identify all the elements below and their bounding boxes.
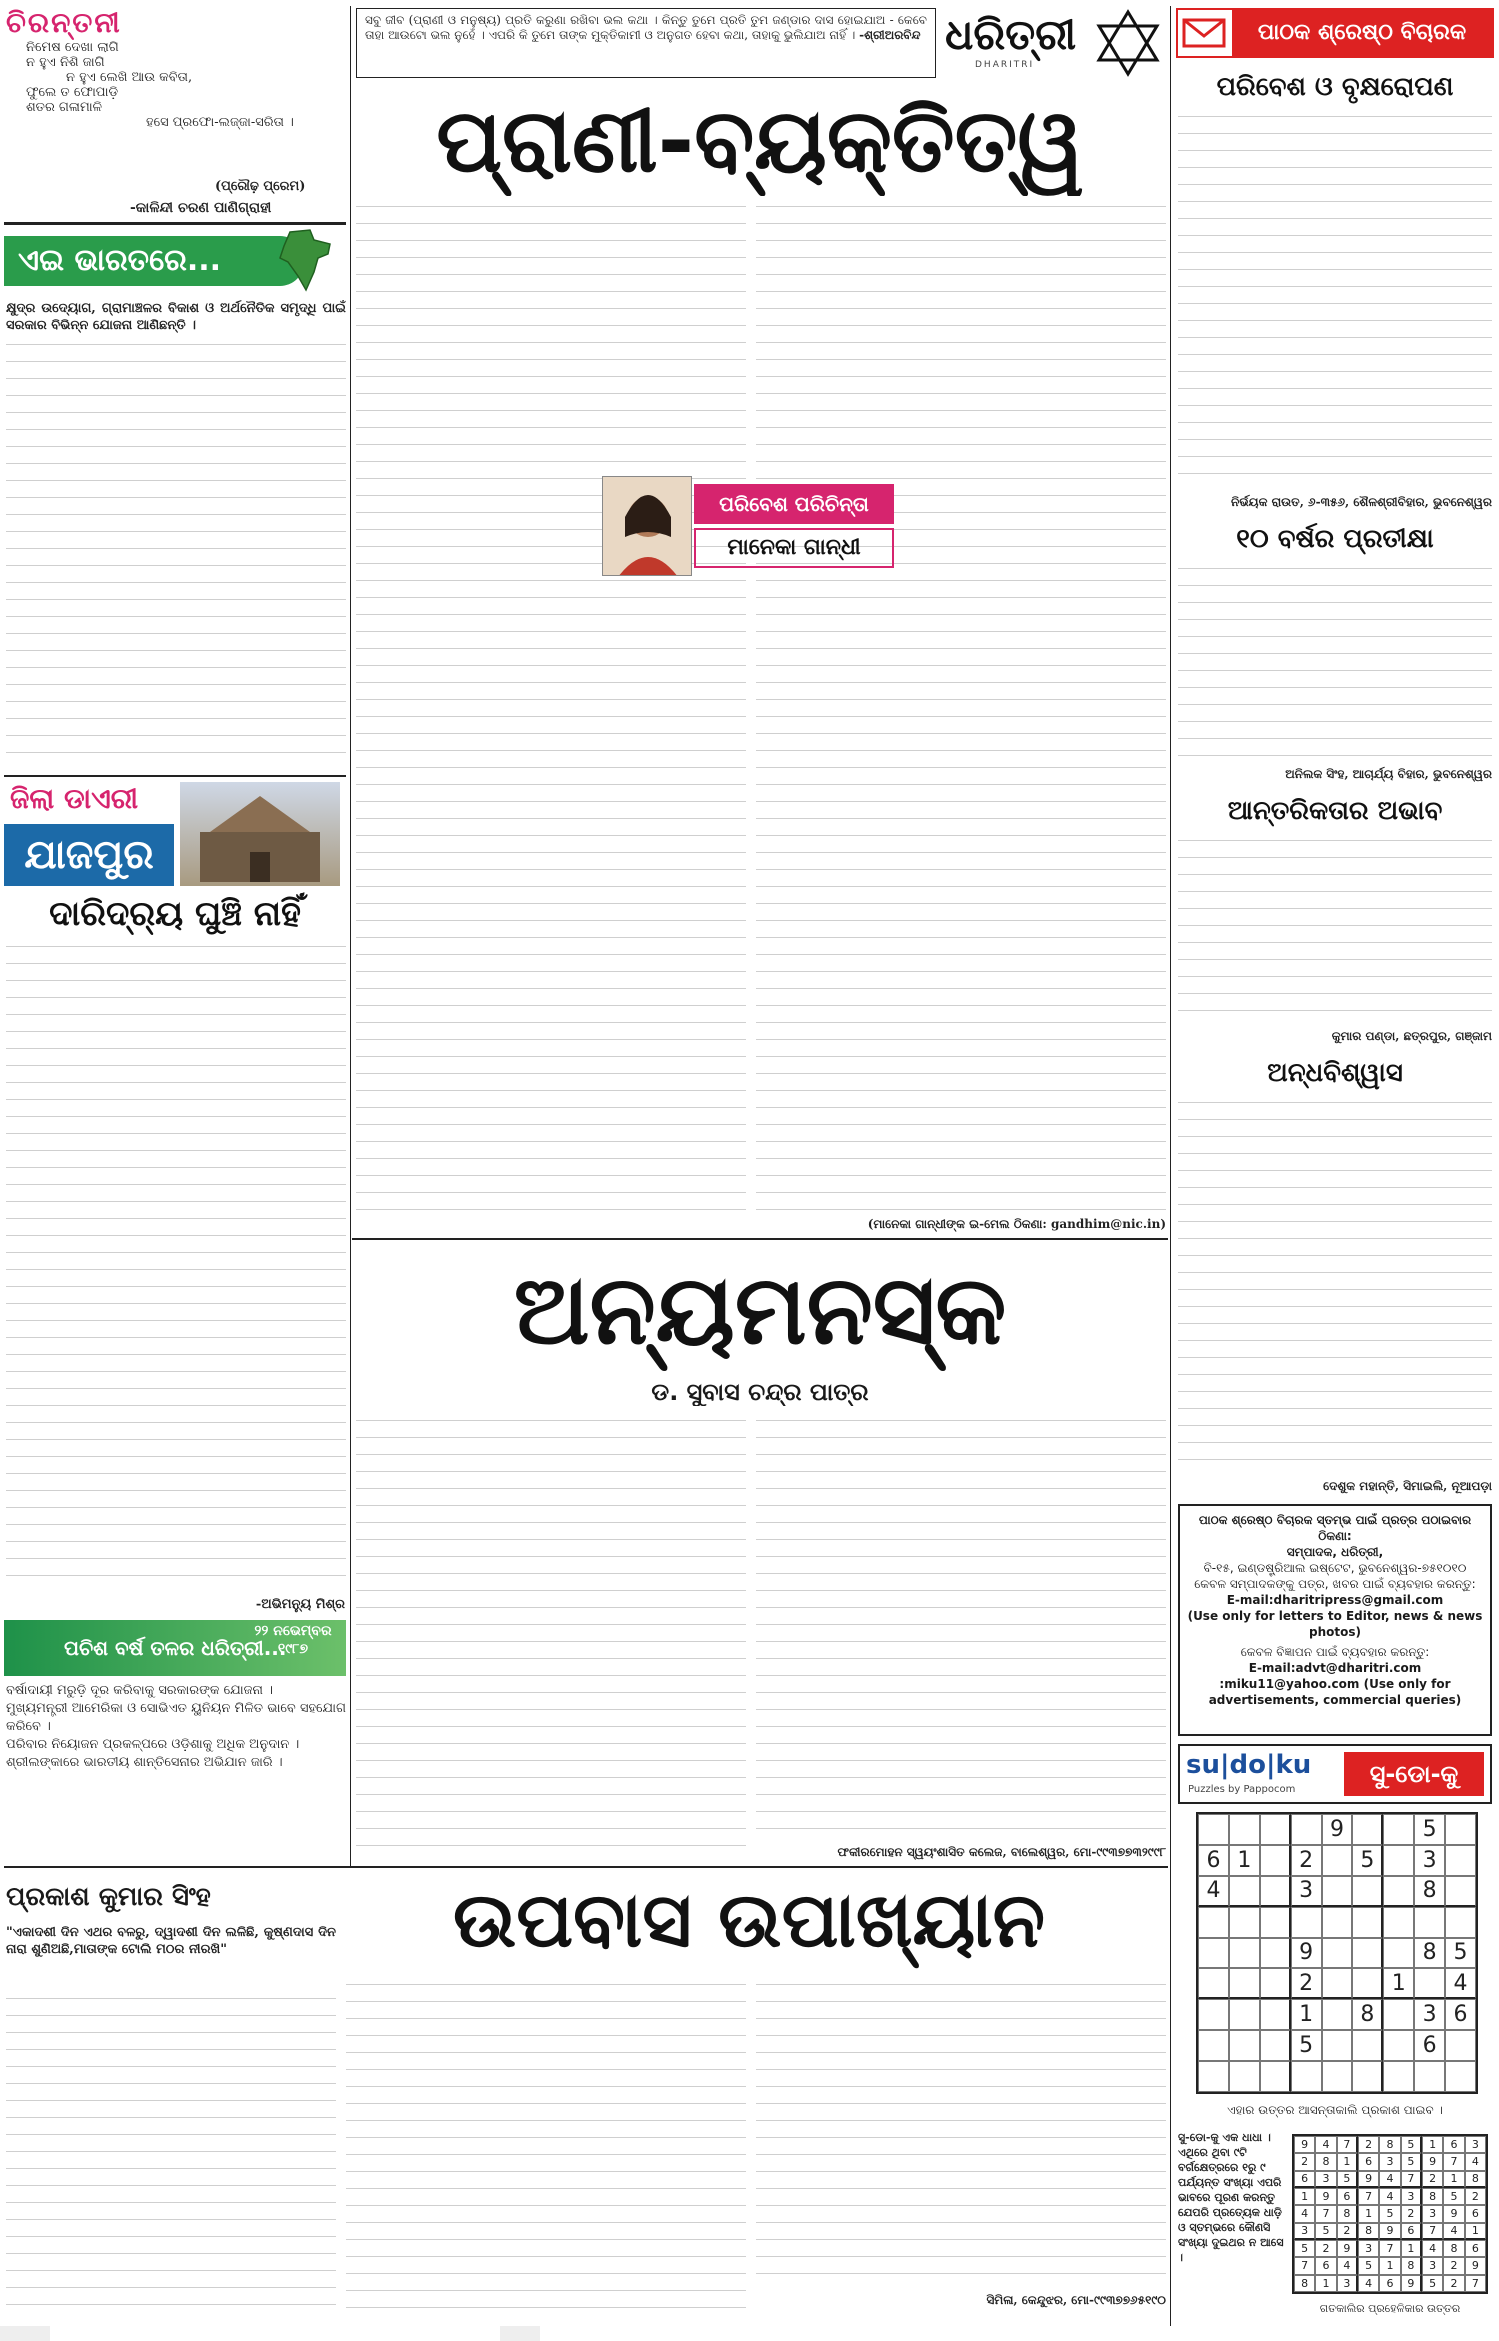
sudoku-cell bbox=[1322, 1938, 1353, 1969]
sudoku-cell bbox=[1260, 1999, 1291, 2030]
sudoku-cell: 7 bbox=[1465, 2275, 1486, 2292]
sudoku-cell bbox=[1322, 1968, 1353, 1999]
sudoku-cell: 1 bbox=[1379, 2257, 1400, 2274]
quote-text: ସବୁ ଜୀବ (ପ୍ରାଣୀ ଓ ମନୁଷ୍ୟ) ପ୍ରତି କରୁଣା ରଖିବା ଭଲ କଥା । କିନ୍ତୁ ତୁମେ ପ୍ରତି ତୁମ ଜଣ୍ଡାର ଦାସ ହୋଇଯାଅ - କେବେ ତାହା ଆଉଟୋ ଭଲ ନୁହେଁ । ଏପରି କି ତୁମେ ତାଙ୍କ ମୁକ୍ତିକାମୀ ଓ ଅନୁଗତ ହେବା କଥା, ତାହାକୁ ଭୁଲିଯାଅ ନାହିଁ । bbox=[365, 13, 927, 42]
sudoku-cell: 2 bbox=[1291, 1845, 1322, 1876]
jilla-author: -ଅଭିମନ୍ୟୁ ମିଶ୍ର bbox=[255, 1597, 345, 1612]
sudoku-cell: 5 bbox=[1337, 2171, 1358, 2188]
sudoku-cell: 1 bbox=[1465, 2223, 1486, 2240]
sudoku-cell bbox=[1383, 1938, 1414, 1969]
sudoku-cell: 4 bbox=[1465, 2153, 1486, 2170]
sudoku-cell: 8 bbox=[1443, 2240, 1464, 2257]
sudoku-cell: 9 bbox=[1465, 2257, 1486, 2274]
sudoku-logo: su|do|ku bbox=[1186, 1750, 1312, 1780]
paper-logo bbox=[945, 6, 1165, 82]
sudoku-cell: 1 bbox=[1383, 1968, 1414, 1999]
sudoku-cell: 7 bbox=[1315, 2205, 1336, 2222]
sudoku-cell: 2 bbox=[1294, 2153, 1315, 2170]
sudoku-cell bbox=[1260, 1968, 1291, 1999]
letter-writer-2: ଅନିଲକ ସିଂହ, ଆଚାର୍ଯ୍ୟ ବିହାର, ଭୁବନେଶ୍ୱର bbox=[1285, 767, 1492, 781]
sudoku-cell: 9 bbox=[1291, 1938, 1322, 1969]
sudoku-cell bbox=[1198, 2061, 1229, 2092]
sudoku-cell: 4 bbox=[1443, 2223, 1464, 2240]
sudoku-cell: 6 bbox=[1443, 2136, 1464, 2153]
quote-box bbox=[356, 8, 936, 78]
sudoku-cell: 1 bbox=[1315, 2275, 1336, 2292]
sudoku-cell: 4 bbox=[1422, 2240, 1443, 2257]
poem-line: ନ ହୁଏ ନିଶି ଜାଗି bbox=[26, 55, 105, 70]
columnist-photo bbox=[602, 476, 692, 576]
contact-line: ସମ୍ପାଦକ, ଧରିତ୍ରୀ, bbox=[1286, 1545, 1384, 1559]
sudoku-cell bbox=[1383, 1876, 1414, 1907]
sudoku-cell: 2 bbox=[1358, 2136, 1379, 2153]
sudoku-cell: 1 bbox=[1422, 2136, 1443, 2153]
sudoku-cell: 1 bbox=[1294, 2188, 1315, 2205]
district-name: ଯାଜପୁର bbox=[24, 832, 154, 878]
sudoku-cell: 4 bbox=[1445, 1968, 1476, 1999]
sudoku-cell bbox=[1229, 1999, 1260, 2030]
contact-email[interactable]: E-mail:advt@dharitri.com bbox=[1248, 1661, 1422, 1675]
feature-signoff: ଫକୀରମୋହନ ସ୍ୱୟଂଶାସିତ କଲେଜ, ବାଲେଶ୍ୱର, ମୋ-୯୯୩୭୭୩୨୯୯୮ bbox=[837, 1845, 1166, 1859]
sudoku-cell: 5 bbox=[1294, 2240, 1315, 2257]
sudoku-cell: 5 bbox=[1379, 2205, 1400, 2222]
sudoku-cell: 7 bbox=[1379, 2240, 1400, 2257]
india-map-icon bbox=[270, 228, 342, 294]
column-tag-label: ପରିବେଶ ପରିଚିନ୍ତା bbox=[719, 492, 869, 516]
sudoku-cell: 2 bbox=[1291, 1968, 1322, 1999]
sudoku-cell: 6 bbox=[1414, 2030, 1445, 2061]
sudoku-cell: 2 bbox=[1315, 2240, 1336, 2257]
sudoku-cell: 3 bbox=[1465, 2136, 1486, 2153]
letter-body-3 bbox=[1178, 834, 1492, 1024]
sudoku-cell: 2 bbox=[1422, 2171, 1443, 2188]
sudoku-cell: 2 bbox=[1443, 2257, 1464, 2274]
lead-headline: ପ୍ରାଣୀ-ବ୍ୟକ୍ତିତ୍ୱ bbox=[436, 89, 1084, 192]
lead-col-1 bbox=[356, 200, 746, 1210]
columnist-name: ମାନେକା ଗାନ୍ଧୀ bbox=[694, 528, 894, 568]
sudoku-cell: 6 bbox=[1445, 1999, 1476, 2030]
sudoku-header bbox=[1178, 1744, 1492, 1804]
sudoku-cell bbox=[1352, 1968, 1383, 1999]
sudoku-cell: 3 bbox=[1422, 2205, 1443, 2222]
sudoku-cell bbox=[1352, 1876, 1383, 1907]
poem-author: -କାଳିନ୍ଦୀ ଚରଣ ପାଣିଗ୍ରାହୀ bbox=[130, 200, 272, 216]
sudoku-cell: 1 bbox=[1358, 2205, 1379, 2222]
sudoku-cell bbox=[1198, 1938, 1229, 1969]
envelope-icon bbox=[1182, 16, 1226, 54]
sudoku-cell: 1 bbox=[1291, 1999, 1322, 2030]
sudoku-cell: 1 bbox=[1401, 2240, 1422, 2257]
bottom-signoff: ସିମିଳା, କେନ୍ଦୁଝର, ମୋ-୯୯୩୭୭୬୫୧୯୦ bbox=[986, 2293, 1166, 2307]
letter-writer-4: ଦେଶୁକ ମହାନ୍ତି, ସିମାଇଲି, ନୂଆପଡ଼ା bbox=[1323, 1479, 1492, 1493]
letter-title-1: ପରିବେଶ ଓ ବୃକ୍ଷରୋପଣ bbox=[1216, 72, 1454, 102]
poem-header: ଚିରନ୍ତନୀ bbox=[6, 6, 122, 39]
poem-line: ଶତର ଗଳାମାଳି bbox=[26, 100, 103, 115]
sudoku-cell: 4 bbox=[1379, 2171, 1400, 2188]
poem-category: (ପ୍ରୌଢ଼ ପ୍ରେମ) bbox=[215, 179, 306, 194]
sudoku-cell: 8 bbox=[1379, 2136, 1400, 2153]
sudoku-cell: 5 bbox=[1443, 2188, 1464, 2205]
sudoku-cell: 8 bbox=[1294, 2275, 1315, 2292]
sudoku-cell: 4 bbox=[1294, 2205, 1315, 2222]
ei-bharatare-banner bbox=[4, 236, 304, 286]
sudoku-cell: 9 bbox=[1322, 1814, 1353, 1845]
letter-writer-3: କୁମାର ପଣ୍ଡା, ଛତ୍ରପୁର, ଗଞ୍ଜାମ bbox=[1331, 1029, 1492, 1043]
list-item: ପରିବାର ନିୟୋଜନ ପ୍ରକଳ୍ପରେ ଓଡ଼ିଶାକୁ ଅଧିକ ଅନୁଦାନ । bbox=[6, 1737, 300, 1752]
contact-email[interactable]: :miku11@yahoo.com (Use only for advertisements, commercial queries) bbox=[1208, 1677, 1462, 1707]
letter-body-1 bbox=[1178, 110, 1492, 490]
poem-line: ହସେ ପ୍ରଫୋ-ଲଜ୍ଜା-ସରିତା । bbox=[146, 115, 294, 130]
sudoku-cell bbox=[1291, 1814, 1322, 1845]
sudoku-cell: 7 bbox=[1443, 2153, 1464, 2170]
sudoku-cell: 3 bbox=[1422, 2257, 1443, 2274]
contact-line: କେବଳ ବିଜ୍ଞାପନ ପାଇଁ ବ୍ୟବହାର କରନ୍ତୁ: bbox=[1240, 1645, 1430, 1659]
sudoku-cell: 8 bbox=[1465, 2171, 1486, 2188]
sudoku-cell: 7 bbox=[1358, 2188, 1379, 2205]
sudoku-cell bbox=[1445, 2030, 1476, 2061]
sudoku-cell: 4 bbox=[1198, 1876, 1229, 1907]
sudoku-cell bbox=[1383, 1907, 1414, 1938]
sudoku-prev-title: ଗତକାଲିର ପ୍ରହେଳିକାର ଉତ୍ତର bbox=[1319, 2302, 1461, 2315]
sudoku-cell: 6 bbox=[1379, 2275, 1400, 2292]
sudoku-cell bbox=[1352, 2030, 1383, 2061]
paper-logo-sub: DHARITRI bbox=[975, 60, 1035, 70]
sudoku-cell: 9 bbox=[1422, 2153, 1443, 2170]
paper-logo-text: ଧରିତ୍ରୀ bbox=[945, 10, 1077, 59]
sudoku-cell: 6 bbox=[1315, 2257, 1336, 2274]
sudoku-cell bbox=[1445, 1814, 1476, 1845]
sudoku-cell bbox=[1291, 2061, 1322, 2092]
sudoku-cell: 8 bbox=[1422, 2188, 1443, 2205]
letters-banner-title: ପାଠକ ଶ୍ରେଷ୍ଠ ବିଚାରକ bbox=[1232, 10, 1492, 56]
sudoku-cell bbox=[1322, 2030, 1353, 2061]
sudoku-cell: 9 bbox=[1358, 2171, 1379, 2188]
sudoku-cell: 3 bbox=[1337, 2275, 1358, 2292]
list-item: ମୁଖ୍ୟମନ୍ତ୍ରୀ ଆମେରିକା ଓ ସୋଭିଏତ ୟୁନିୟନ ମିଳିତ ଭାବେ ସହଯୋଗ କରିବେ । bbox=[6, 1701, 346, 1734]
bottom-quote: "ଏକାଦଶୀ ଦିନ ଏଥର ବଳରୁ, ଦ୍ୱାଦଶୀ ଦିନ ଲଳିଛି, କୁଷ୍ଣଦାସ ଦିନ ନାରା ଶୁଣିଅଛି,ମାତାଙ୍କ ଟୋଲି ମଠର ନୀରଖି" bbox=[6, 1925, 336, 1957]
sudoku-cell: 2 bbox=[1401, 2205, 1422, 2222]
letter-title-4: ଅନ୍ଧବିଶ୍ୱାସ bbox=[1267, 1058, 1403, 1088]
jilla-body bbox=[6, 940, 346, 1590]
sudoku-cell bbox=[1322, 1907, 1353, 1938]
contact-heading: ପାଠକ ଶ୍ରେଷ୍ଠ ବିଚାରକ ସ୍ତମ୍ଭ ପାଇଁ ପ୍ରତ୍ର ପଠାଇବାର ଠିକଣା: bbox=[1198, 1513, 1472, 1543]
sudoku-cell bbox=[1445, 1845, 1476, 1876]
sudoku-cell: 7 bbox=[1401, 2171, 1422, 2188]
sudoku-cell: 8 bbox=[1358, 2223, 1379, 2240]
sudoku-cell bbox=[1414, 1907, 1445, 1938]
anniversary-banner bbox=[4, 1620, 346, 1676]
sudoku-cell: 4 bbox=[1358, 2275, 1379, 2292]
sudoku-cell bbox=[1322, 2061, 1353, 2092]
sudoku-odia-title: ସୁ-ଡୋ-କୁ bbox=[1344, 1752, 1484, 1796]
sudoku-cell: 3 bbox=[1414, 1999, 1445, 2030]
bottom-headline: ଉପବାସ ଉପାଖ୍ୟାନ bbox=[452, 1875, 1046, 1964]
bottom-col-1 bbox=[6, 1992, 336, 2312]
sudoku-cell: 8 bbox=[1352, 1999, 1383, 2030]
sudoku-cell: 3 bbox=[1294, 2223, 1315, 2240]
ei-bharatare-intro: କ୍ଷୁଦ୍ର ଉଦ୍ୟୋଗ, ଗ୍ରାମାଞ୍ଚଳର ବିକାଶ ଓ ଅର୍ଥନୈତିକ ସମୃଦ୍ଧି ପାଇଁ ସରକାର ବିଭିନ୍ନ ଯୋଜନା ଆଣିଛନ୍ତି । bbox=[6, 301, 346, 333]
contact-note: (Use only for letters to Editor, news & news photos) bbox=[1187, 1609, 1483, 1639]
sudoku-cell bbox=[1260, 1907, 1291, 1938]
sudoku-cell: 9 bbox=[1401, 2275, 1422, 2292]
sudoku-cell: 3 bbox=[1379, 2153, 1400, 2170]
sudoku-cell bbox=[1383, 2061, 1414, 2092]
sudoku-cell: 9 bbox=[1315, 2188, 1336, 2205]
sudoku-cell bbox=[1383, 1999, 1414, 2030]
anniversary-date: ୨୨ ନଭେମ୍ବର ୧୯୮୭ bbox=[254, 1623, 332, 1657]
sudoku-cell bbox=[1445, 1876, 1476, 1907]
sudoku-cell: 6 bbox=[1294, 2171, 1315, 2188]
feature-col-2 bbox=[756, 1414, 1166, 1840]
column-tag bbox=[694, 484, 894, 524]
list-item: ଶ୍ରୀଲଙ୍କାରେ ଭାରତୀୟ ଶାନ୍ତିସେନାର ଅଭିଯାନ ଜାରି । bbox=[6, 1755, 283, 1770]
sudoku-cell bbox=[1352, 1907, 1383, 1938]
sudoku-cell bbox=[1383, 1814, 1414, 1845]
sudoku-cell: 6 bbox=[1465, 2240, 1486, 2257]
letter-writer-1: ନିର୍ଭୟକ ରାଉତ, ୬-୩୫୬, ଶୈଳଶ୍ରୀବିହାର, ଭୁବନେଶ୍ୱର bbox=[1230, 495, 1492, 509]
sudoku-cell bbox=[1198, 1968, 1229, 1999]
sudoku-cell: 5 bbox=[1401, 2153, 1422, 2170]
anniversary-title: ପଚିଶ ବର୍ଷ ତଳର ଧରିତ୍ରୀ... bbox=[64, 1636, 287, 1660]
contact-line: ବି-୧୫, ଇଣ୍ଡଷ୍ଟ୍ରିଆଲ ଇଷ୍ଟେଟ, ଭୁବନେଶ୍ୱର-୭୫୧୦୧୦ bbox=[1203, 1561, 1467, 1575]
sudoku-cell: 5 bbox=[1414, 1814, 1445, 1845]
sudoku-cell: 1 bbox=[1229, 1845, 1260, 1876]
sudoku-cell bbox=[1260, 2030, 1291, 2061]
sudoku-cell bbox=[1322, 1999, 1353, 2030]
star-emblem-icon bbox=[1095, 8, 1161, 82]
sudoku-cell: 5 bbox=[1445, 1938, 1476, 1969]
letter-body-2 bbox=[1178, 562, 1492, 762]
sudoku-cell: 3 bbox=[1401, 2188, 1422, 2205]
letter-title-3: ଆନ୍ତରିକତାର ଅଭାବ bbox=[1227, 796, 1443, 826]
sudoku-cell bbox=[1229, 1876, 1260, 1907]
jilla-diary-label: ଜିଲା ଡାଏରୀ bbox=[10, 782, 139, 815]
sudoku-cell bbox=[1198, 1814, 1229, 1845]
sudoku-cell bbox=[1352, 1938, 1383, 1969]
sudoku-cell: 2 bbox=[1337, 2223, 1358, 2240]
sudoku-cell: 3 bbox=[1315, 2171, 1336, 2188]
sudoku-cell: 5 bbox=[1401, 2136, 1422, 2153]
sudoku-cell: 1 bbox=[1443, 2171, 1464, 2188]
sudoku-cell: 8 bbox=[1315, 2153, 1336, 2170]
poem-box bbox=[6, 6, 346, 156]
sudoku-prev-grid bbox=[1292, 2134, 1488, 2294]
sudoku-cell bbox=[1229, 1907, 1260, 1938]
sudoku-cell: 5 bbox=[1422, 2275, 1443, 2292]
sudoku-cell bbox=[1383, 1845, 1414, 1876]
sudoku-cell: 6 bbox=[1401, 2223, 1422, 2240]
sudoku-cell bbox=[1414, 1968, 1445, 1999]
ei-bharatare-label: ଏଇ ଭାରତରେ... bbox=[18, 243, 222, 278]
sudoku-rules: ସୁ-ଡୋ-କୁ ଏକ ଧାଧା । ଏଥିରେ ଥିବା ୯ଟି ବର୍ଗକ୍ଷେତ୍ରରେ ୧ରୁ ୯ ପର୍ଯ୍ୟନ୍ତ ସଂଖ୍ୟା ଏପରି ଭାବରେ ପୂରଣ କରନ୍ତୁ ଯେପରି ପ୍ରତ୍ୟେକ ଧାଡ଼ି ଓ ସ୍ତମ୍ଭରେ କୌଣସି ସଂଖ୍ୟା ଦୁଇଥର ନ ଆସେ । bbox=[1178, 2131, 1284, 2264]
sudoku-cell bbox=[1322, 1876, 1353, 1907]
sudoku-cell bbox=[1260, 1938, 1291, 1969]
sudoku-cell: 7 bbox=[1294, 2257, 1315, 2274]
sudoku-cell: 5 bbox=[1352, 1845, 1383, 1876]
letter-title-2: ୧୦ ବର୍ଷର ପ୍ରତୀକ୍ଷା bbox=[1236, 524, 1434, 554]
lead-col-2 bbox=[756, 200, 1166, 1210]
poem-line: ନ ହୁଏ ଲେଖି ଆଉ କବିତା, bbox=[66, 70, 193, 85]
sudoku-cell: 8 bbox=[1414, 1938, 1445, 1969]
sudoku-cell: 6 bbox=[1358, 2153, 1379, 2170]
poem-line: ନିମେଷ ଦେଖା ଲାଗି bbox=[26, 40, 119, 55]
sudoku-cell: 3 bbox=[1358, 2240, 1379, 2257]
sudoku-cell bbox=[1198, 2030, 1229, 2061]
sudoku-cell bbox=[1352, 2061, 1383, 2092]
contact-email[interactable]: E-mail:dharitripress@gmail.com bbox=[1226, 1593, 1444, 1607]
sudoku-cell: 4 bbox=[1337, 2257, 1358, 2274]
sudoku-cell: 8 bbox=[1414, 1876, 1445, 1907]
sudoku-cell: 9 bbox=[1337, 2240, 1358, 2257]
sudoku-cell bbox=[1445, 2061, 1476, 2092]
sudoku-cell bbox=[1229, 1968, 1260, 1999]
feature-author: ଡ. ସୁବାସ ଚନ୍ଦ୍ର ପାତ୍ର bbox=[651, 1378, 869, 1406]
sudoku-cell: 2 bbox=[1465, 2188, 1486, 2205]
quote-author: -ଶ୍ରୀଅରବିନ୍ଦ bbox=[859, 28, 921, 42]
sudoku-cell bbox=[1198, 1999, 1229, 2030]
sudoku-cell bbox=[1198, 1907, 1229, 1938]
sudoku-cell bbox=[1229, 1938, 1260, 1969]
sudoku-cell: 7 bbox=[1337, 2136, 1358, 2153]
sudoku-cell: 5 bbox=[1358, 2257, 1379, 2274]
sudoku-cell: 8 bbox=[1337, 2205, 1358, 2222]
lead-signoff: (ମାନେକା ଗାନ୍ଧୀଙ୍କ ଇ-ମେଲ ଠିକଣା: gandhim@nic.in) bbox=[867, 1217, 1166, 1231]
letter-body-4 bbox=[1178, 1096, 1492, 1474]
list-item: ବର୍ଷାଦାୟୀ ମରୁଡ଼ି ଦୂର କରିବାକୁ ସରକାରଙ୍କ ଯୋଜନା । bbox=[6, 1683, 273, 1698]
sudoku-cell bbox=[1229, 2030, 1260, 2061]
feature-col-1 bbox=[356, 1414, 746, 1850]
sudoku-cell: 2 bbox=[1443, 2275, 1464, 2292]
contact-line: କେବଳ ସମ୍ପାଦକଙ୍କୁ ପତ୍ର, ଖବର ପାଇଁ ବ୍ୟବହାର କରନ୍ତୁ: bbox=[1194, 1577, 1476, 1591]
sudoku-cell bbox=[1260, 1845, 1291, 1876]
bottom-author: ପ୍ରକାଶ କୁମାର ସିଂହ bbox=[6, 1882, 211, 1912]
sudoku-cell: 9 bbox=[1443, 2205, 1464, 2222]
sudoku-cell bbox=[1260, 1876, 1291, 1907]
sudoku-cell: 4 bbox=[1379, 2188, 1400, 2205]
sudoku-cell bbox=[1322, 1845, 1353, 1876]
jilla-diary-box bbox=[4, 780, 346, 890]
sudoku-cell: 8 bbox=[1401, 2257, 1422, 2274]
sudoku-cell: 1 bbox=[1337, 2153, 1358, 2170]
footer-bar bbox=[0, 2326, 1499, 2341]
sudoku-cell bbox=[1229, 1814, 1260, 1845]
sudoku-cell: 9 bbox=[1294, 2136, 1315, 2153]
sudoku-cell bbox=[1260, 2061, 1291, 2092]
sudoku-cell bbox=[1352, 1814, 1383, 1845]
feature-headline: ଅନ୍ୟମନସ୍କ bbox=[513, 1254, 1007, 1366]
sudoku-cell: 3 bbox=[1291, 1876, 1322, 1907]
letters-banner bbox=[1176, 8, 1494, 58]
sudoku-cell: 6 bbox=[1198, 1845, 1229, 1876]
sudoku-cell: 9 bbox=[1379, 2223, 1400, 2240]
poem-line: ଫୁଲେ ତ ଫୋପାଡ଼ି bbox=[26, 85, 119, 100]
anniversary-list bbox=[6, 1682, 346, 1862]
sudoku-cell bbox=[1291, 1907, 1322, 1938]
sudoku-grid bbox=[1196, 1812, 1478, 2094]
sudoku-cell: 6 bbox=[1465, 2205, 1486, 2222]
bottom-col-3 bbox=[756, 1978, 1166, 2288]
contact-box bbox=[1178, 1504, 1492, 1736]
sudoku-cell: 5 bbox=[1291, 2030, 1322, 2061]
sudoku-cell: 6 bbox=[1337, 2188, 1358, 2205]
sudoku-cell bbox=[1414, 2061, 1445, 2092]
sudoku-cell: 5 bbox=[1315, 2223, 1336, 2240]
sudoku-cell bbox=[1445, 1907, 1476, 1938]
temple-photo bbox=[180, 782, 340, 886]
sudoku-answer-note: ଏହାର ଉତ୍ତର ଆସନ୍ତାକାଲି ପ୍ରକାଶ ପାଇବ । bbox=[1227, 2103, 1443, 2117]
sudoku-cell bbox=[1229, 2061, 1260, 2092]
sudoku-credit: Puzzles by Pappocom bbox=[1188, 1784, 1296, 1795]
bottom-col-2 bbox=[346, 1978, 746, 2312]
jilla-headline: ଦାରିଦ୍ର୍ୟ ଘୁଞ୍ଚି ନାହିଁ bbox=[49, 894, 301, 934]
sudoku-cell bbox=[1383, 2030, 1414, 2061]
sudoku-cell: 3 bbox=[1414, 1845, 1445, 1876]
sudoku-cell bbox=[1260, 1814, 1291, 1845]
sudoku-cell: 7 bbox=[1422, 2223, 1443, 2240]
ei-bharatare-body bbox=[6, 300, 346, 770]
sudoku-cell: 4 bbox=[1315, 2136, 1336, 2153]
